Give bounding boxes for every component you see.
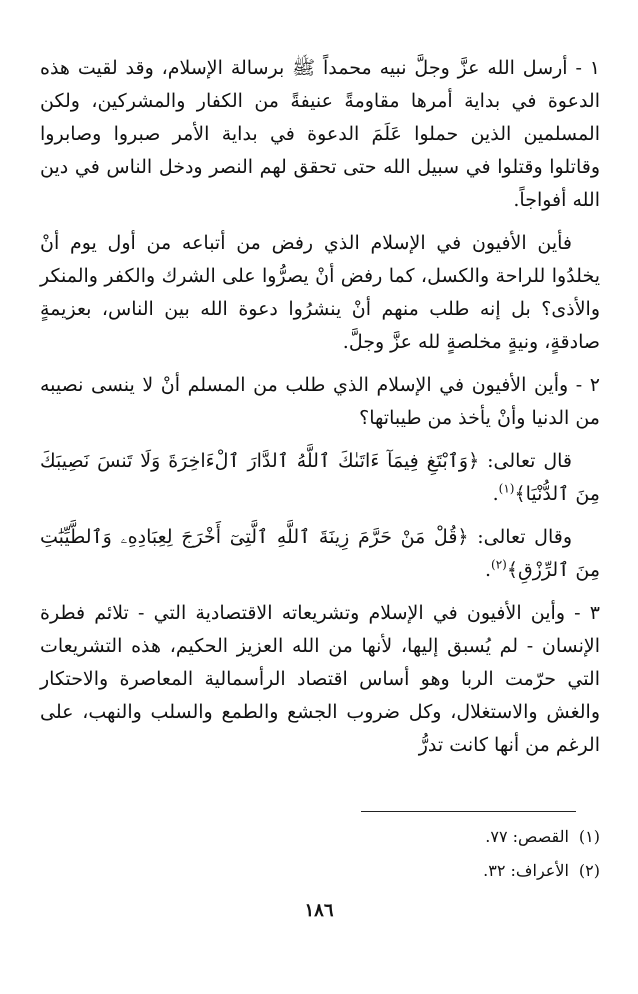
citation-intro: وقال تعالى: (468, 526, 573, 548)
footnote-number: (٢) (578, 861, 600, 880)
footnote-reference: (٢) (491, 557, 507, 572)
footnote-reference: (١) (498, 481, 515, 496)
citation-intro: قال تعالى: (479, 450, 572, 472)
paragraph-2 (40, 227, 600, 359)
paragraph-6 (40, 597, 600, 762)
footnote-number: (١) (578, 827, 600, 846)
paragraph-text: ٣ - وأين الأفيون في الإسلام وتشريعاته الاقتصادية التي - تلائم فطرة الإنسان - لم يُسبق إليها، لأنها من الله العزيز الحكيم، هذه التشريعات التي حرّمت الربا وهو أساس اقتصاد الرأسمالية المعاصرة والاحتكار والغش والاستغلال، وكل ضروب الجشع والطمع والسلب والنهب، على الرغم من أنها كانت تدرُّ (40, 602, 600, 756)
quran-verse: ﴿قُلْ مَنْ حَرَّمَ زِينَةَ ٱللَّهِ ٱلَّتِىٓ أَخْرَجَ لِعِبَادِهِۦ وَٱلطَّيِّبَٰتِ مِنَ ٱلرِّزْقِ﴾ (40, 526, 600, 581)
paragraph-3 (40, 369, 600, 435)
quran-citation-1 (40, 445, 600, 511)
page-number: ١٨٦ (304, 900, 334, 921)
quran-verse: ﴿وَٱبْتَغِ فِيمَآ ءَاتَىٰكَ ٱللَّهُ ٱلدَّارَ ٱلْءَاخِرَةَ وَلَا تَنسَ نَصِيبَكَ مِنَ ٱلدُّنْيَا﴾ (40, 450, 600, 505)
paragraph-1 (40, 52, 600, 217)
footnote-1 (40, 820, 600, 854)
paragraph-text: ١ - أرسل الله عزَّ وجلَّ نبيه محمداً ﷺ برسالة الإسلام، وقد لقيت هذه الدعوة في بداية أمرها مقاومةً عنيفةً من الكفار والمشركين، ولكن المسلمين الذين حملوا عَلَمَ الدعوة في بداية الأمر صبروا وصابروا وقاتلوا وقتلوا في سبيل الله حتى تحقق لهم النصر ودخل الناس في دين الله أفواجاً. (40, 57, 600, 211)
quran-citation-2 (40, 521, 600, 587)
footnote-text: الأعراف: ٣٢. (483, 861, 569, 880)
footnotes (40, 820, 600, 888)
paragraph-text: ٢ - وأين الأفيون في الإسلام الذي طلب من المسلم أنْ لا ينسى نصيبه من الدنيا وأنْ يأخذ من طيباتها؟ (40, 374, 600, 429)
footnote-2 (40, 854, 600, 888)
citation-end: . (492, 483, 499, 505)
paragraph-text: فأين الأفيون في الإسلام الذي رفض من أتباعه من أول يوم أنْ يخلدُوا للراحة والكسل، كما رفض أنْ يصرُّوا على الشرك والكفر والمنكر والأذى؟ بل إنه طلب منهم أنْ ينشرُوا دعوة الله بين الناس، بعزيمةٍ صادقةٍ، ونيةٍ مخلصةٍ لله عزَّ وجلَّ. (40, 232, 600, 353)
citation-end: . (484, 559, 492, 581)
footnote-divider (361, 811, 576, 812)
footnote-text: القصص: ٧٧. (485, 827, 569, 846)
page-body (40, 52, 600, 762)
